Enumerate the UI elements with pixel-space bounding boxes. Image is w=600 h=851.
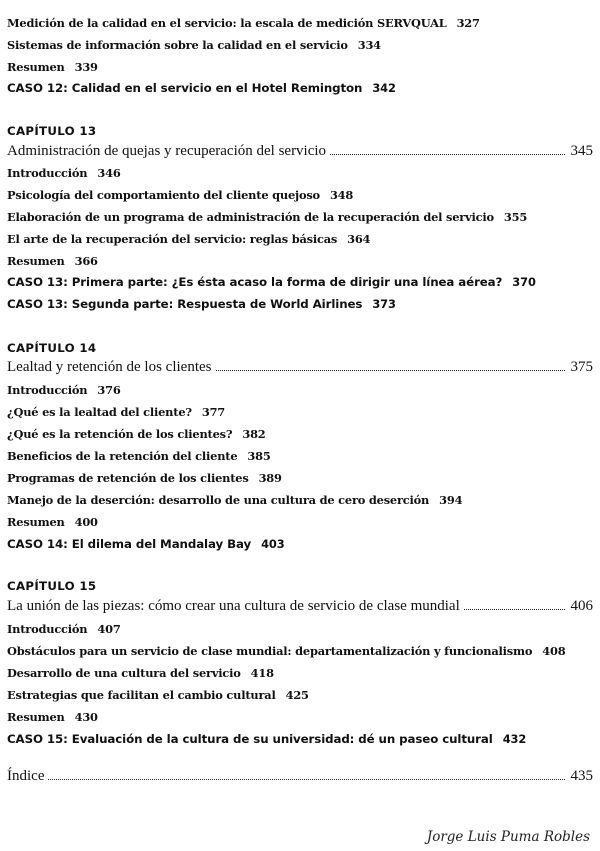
- toc-entry: [7, 710, 98, 724]
- entry-title: Beneficios de la retención del cliente: [7, 449, 238, 463]
- entry-title: Introducción: [7, 622, 88, 636]
- toc-entry: [7, 688, 309, 702]
- toc-entry: [7, 644, 565, 658]
- entry-page: 377: [201, 405, 226, 419]
- case-page: 370: [512, 275, 536, 289]
- chapter-title-row: [7, 358, 593, 376]
- toc-entry: [7, 405, 225, 419]
- toc-entry: [7, 666, 274, 680]
- entry-page: 348: [329, 188, 354, 202]
- case-entry: [7, 537, 285, 552]
- chapter-title: Administración de quejas y recuperación del servicio: [7, 143, 327, 159]
- entry-title: Resumen: [7, 60, 65, 74]
- entry-page: 400: [74, 515, 98, 529]
- toc-entry: [7, 471, 282, 485]
- entry-page: 364: [347, 232, 371, 246]
- chapter-page: 345: [570, 143, 593, 159]
- entry-title: Programas de retención de los clientes: [7, 471, 249, 485]
- entry-title: ¿Qué es la retención de los clientes?: [7, 427, 233, 441]
- entry-title: Introducción: [7, 383, 88, 397]
- case-entry: [7, 81, 396, 96]
- toc-entry: [7, 60, 98, 74]
- entry-page: 366: [74, 254, 98, 268]
- toc-entry: [7, 16, 480, 30]
- index-page: 435: [570, 768, 593, 784]
- entry-title: Introducción: [7, 166, 88, 180]
- dot-leader: [464, 608, 565, 610]
- entry-page: 430: [74, 710, 98, 724]
- entry-title: Psicología del comportamiento del cliente quejoso: [7, 188, 320, 202]
- entry-page: 382: [242, 427, 266, 441]
- toc-entry: [7, 383, 121, 397]
- dot-leader: [216, 369, 565, 371]
- chapter-title: La unión de las piezas: cómo crear una cultura de servicio de clase mundial: [7, 598, 460, 614]
- entry-title: Estrategias que facilitan el cambio cultural: [7, 688, 276, 702]
- entry-page: 355: [503, 210, 528, 224]
- toc-entry: [7, 210, 527, 224]
- entry-title: Obstáculos para un servicio de clase mundial: departamentalización y funcionalismo: [7, 644, 533, 658]
- case-title: CASO 13: Segunda parte: Respuesta de World Airlines: [7, 297, 363, 311]
- toc-entry: [7, 622, 121, 636]
- entry-title: ¿Qué es la lealtad del cliente?: [7, 405, 192, 419]
- entry-page: 418: [250, 666, 274, 680]
- case-title: CASO 12: Calidad en el servicio en el Hotel Remington: [7, 81, 363, 95]
- case-entry: [7, 297, 396, 312]
- entry-title: El arte de la recuperación del servicio: reglas básicas: [7, 232, 338, 246]
- entry-title: Sistemas de información sobre la calidad en el servicio: [7, 38, 348, 52]
- toc-entry: [7, 38, 381, 52]
- toc-entry: [7, 188, 353, 202]
- entry-page: 339: [74, 60, 98, 74]
- entry-title: Resumen: [7, 254, 65, 268]
- entry-title: Desarrollo de una cultura del servicio: [7, 666, 241, 680]
- case-title: CASO 15: Evaluación de la cultura de su universidad: dé un paseo cultural: [7, 732, 493, 746]
- case-page: 373: [372, 297, 396, 311]
- toc-entry: [7, 254, 98, 268]
- case-title: CASO 14: El dilema del Mandalay Bay: [7, 537, 252, 551]
- entry-title: Resumen: [7, 710, 65, 724]
- toc-entry: [7, 493, 462, 507]
- entry-page: 376: [97, 383, 121, 397]
- chapter-page: 406: [570, 598, 593, 614]
- entry-page: 407: [97, 622, 121, 636]
- entry-page: 385: [247, 449, 271, 463]
- entry-page: 327: [456, 16, 480, 30]
- index-title: Índice: [7, 768, 45, 784]
- chapter-label: CAPÍTULO 14: [7, 341, 97, 355]
- toc-entry: [7, 427, 266, 441]
- toc-entry: [7, 166, 121, 180]
- toc-entry: [7, 232, 370, 246]
- entry-title: Manejo de la deserción: desarrollo de una cultura de cero deserción: [7, 493, 430, 507]
- entry-title: Medición de la calidad en el servicio: la escala de medición SERVQUAL: [7, 16, 447, 30]
- index-row: [7, 767, 593, 785]
- entry-page: 346: [97, 166, 121, 180]
- case-page: 432: [502, 732, 527, 746]
- case-page: 342: [372, 81, 396, 95]
- chapter-page: 375: [570, 359, 593, 375]
- chapter-label: CAPÍTULO 15: [7, 579, 97, 593]
- entry-page: 425: [285, 688, 309, 702]
- toc-entry: [7, 515, 98, 529]
- case-entry: [7, 732, 526, 747]
- entry-page: 389: [258, 471, 282, 485]
- case-title: CASO 13: Primera parte: ¿Es ésta acaso la forma de dirigir una línea aérea?: [7, 275, 503, 289]
- dot-leader: [330, 153, 564, 155]
- entry-page: 334: [357, 38, 381, 52]
- entry-title: Resumen: [7, 515, 65, 529]
- toc-entry: [7, 449, 271, 463]
- signature: Jorge Luis Puma Robles: [426, 829, 590, 845]
- chapter-title-row: [7, 142, 593, 160]
- chapter-label: CAPÍTULO 13: [7, 124, 97, 138]
- case-page: 403: [261, 537, 285, 551]
- entry-title: Elaboración de un programa de administración de la recuperación del servicio: [7, 210, 494, 224]
- dot-leader: [48, 778, 564, 780]
- entry-page: 394: [439, 493, 463, 507]
- case-entry: [7, 275, 536, 290]
- chapter-title: Lealtad y retención de los clientes: [7, 359, 212, 375]
- entry-page: 408: [542, 644, 566, 658]
- chapter-title-row: [7, 597, 593, 615]
